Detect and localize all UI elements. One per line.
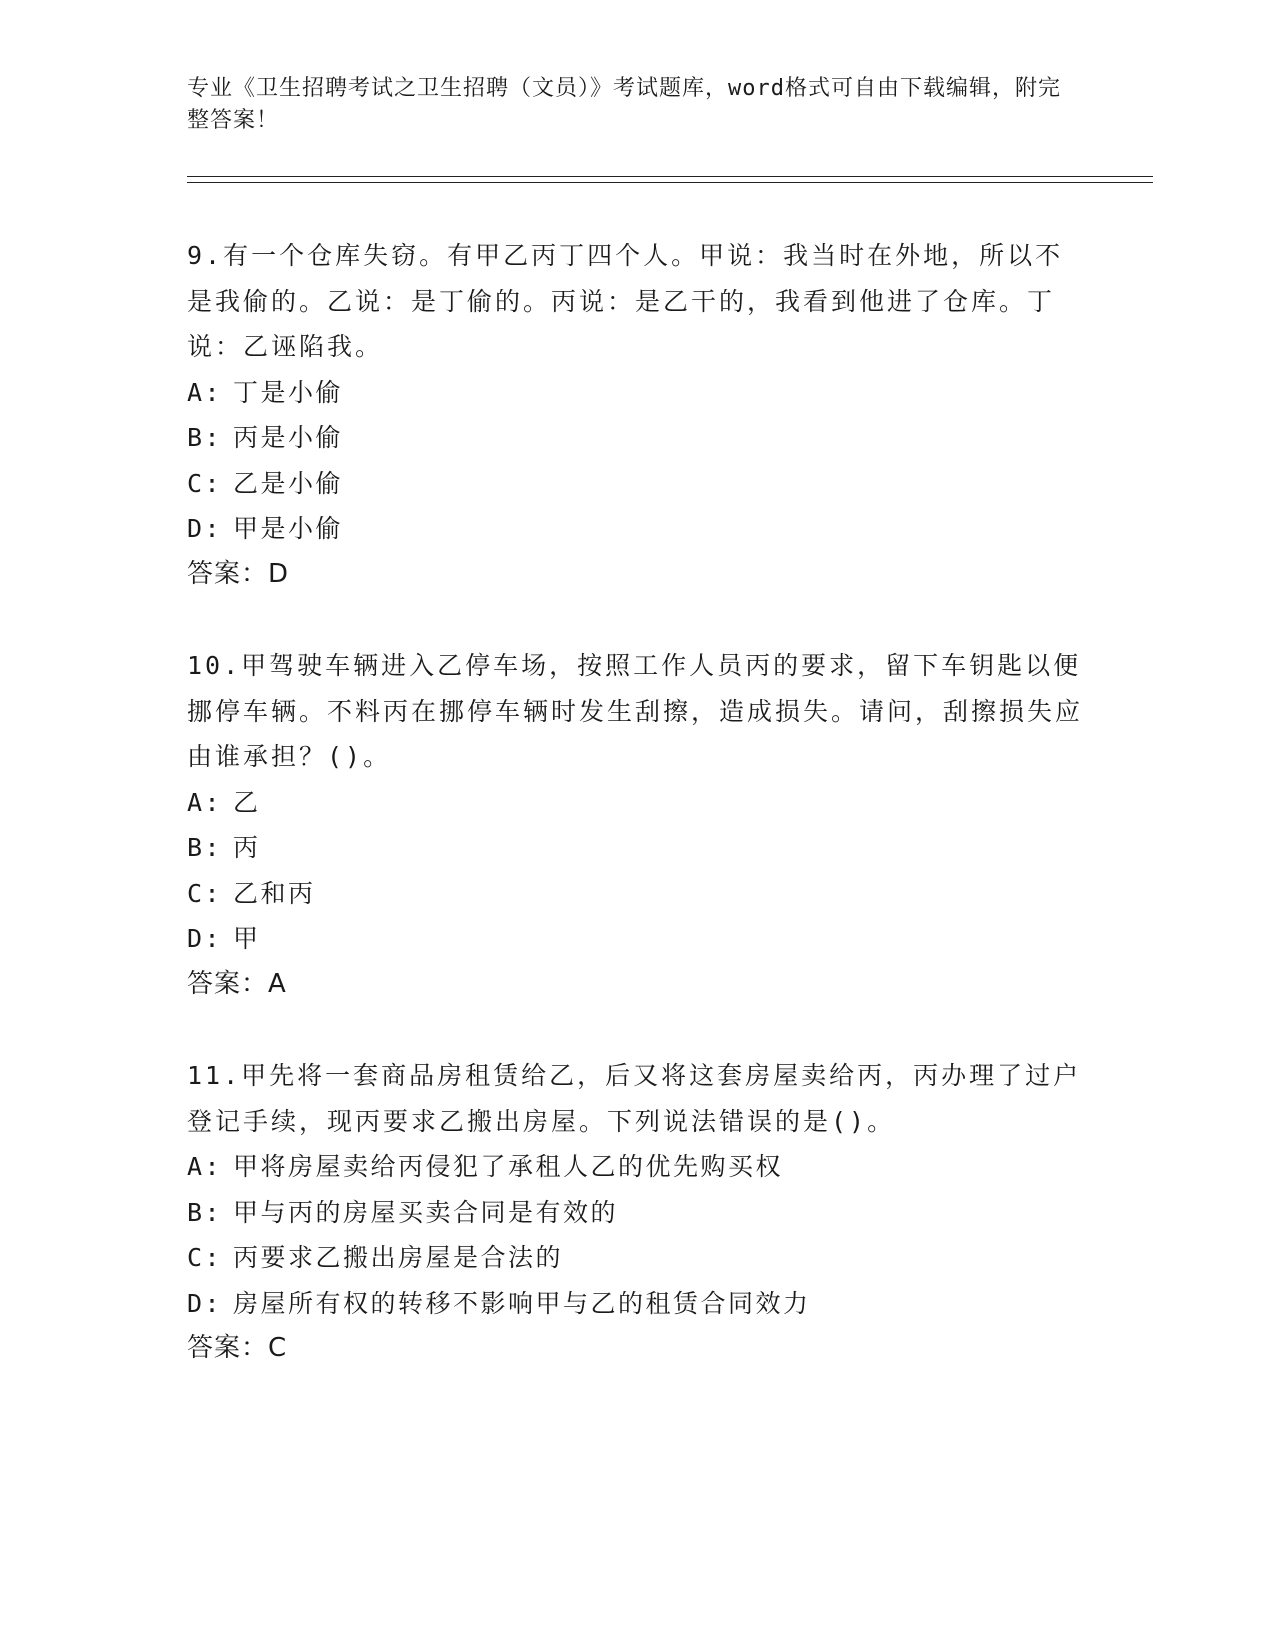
answer-line: 答案：C — [187, 1333, 288, 1363]
option-text: 丙要求乙搬出房屋是合法的 — [233, 1243, 564, 1272]
option-text: 乙 — [233, 787, 261, 817]
option-text: 甲 — [233, 924, 261, 953]
header-rule-bottom — [187, 182, 1153, 183]
option-letter: C: — [187, 878, 223, 908]
option-d — [187, 506, 1087, 552]
option-letter: C: — [187, 468, 223, 498]
option-letter: C: — [187, 1243, 223, 1272]
option-a — [187, 780, 1087, 826]
option-c — [187, 871, 1087, 917]
option-letter: A: — [187, 787, 223, 817]
question-11 — [187, 1053, 1087, 1372]
option-letter: B: — [187, 1197, 223, 1227]
header-rule-top — [187, 176, 1153, 177]
answer-line: 答案：D — [187, 558, 290, 589]
option-letter: A: — [187, 1152, 223, 1181]
option-letter: A: — [187, 377, 223, 407]
question-stem: 10.甲驾驶车辆进入乙停车场，按照工作人员丙的要求，留下车钥匙以便挪停车辆。不料丙在挪停车辆时发生刮擦，造成损失。请问，刮擦损失应由谁承担？()。 — [187, 651, 1084, 771]
option-letter: B: — [187, 423, 223, 452]
option-c — [187, 461, 1087, 507]
option-c — [187, 1235, 1087, 1281]
option-letter: B: — [187, 833, 223, 862]
option-a — [187, 370, 1087, 416]
document-header: 专业《卫生招聘考试之卫生招聘（文员）》考试题库，word格式可自由下载编辑，附完整答案！ — [187, 76, 1061, 133]
question-10 — [187, 643, 1087, 1007]
option-a — [187, 1144, 1087, 1190]
option-letter: D: — [187, 924, 223, 953]
option-text: 甲是小偷 — [233, 514, 344, 543]
option-text: 乙和丙 — [233, 878, 316, 908]
option-b — [187, 415, 1087, 461]
option-b — [187, 1190, 1087, 1236]
option-text: 丙是小偷 — [233, 423, 344, 452]
option-text: 甲与丙的房屋买卖合同是有效的 — [233, 1197, 619, 1227]
option-d — [187, 1281, 1087, 1327]
option-text: 房屋所有权的转移不影响甲与乙的租赁合同效力 — [233, 1288, 811, 1318]
option-text: 丙 — [233, 833, 261, 862]
option-letter: D: — [187, 514, 223, 543]
option-b — [187, 825, 1087, 871]
option-text: 甲将房屋卖给丙侵犯了承租人乙的优先购买权 — [233, 1152, 784, 1181]
option-text: 乙是小偷 — [233, 468, 344, 498]
question-stem: 11.甲先将一套商品房租赁给乙，后又将这套房屋卖给丙，丙办理了过户登记手续，现丙要求乙搬出房屋。下列说法错误的是()。 — [187, 1061, 1082, 1136]
option-letter: D: — [187, 1288, 223, 1318]
option-d — [187, 916, 1087, 962]
question-stem: 9.有一个仓库失窃。有甲乙丙丁四个人。甲说：我当时在外地，所以不是我偷的。乙说：是丁偷的。丙说：是乙干的，我看到他进了仓库。丁说：乙诬陷我。 — [187, 241, 1064, 361]
option-text: 丁是小偷 — [233, 377, 344, 407]
answer-line: 答案：A — [187, 968, 287, 999]
question-9 — [187, 233, 1087, 597]
